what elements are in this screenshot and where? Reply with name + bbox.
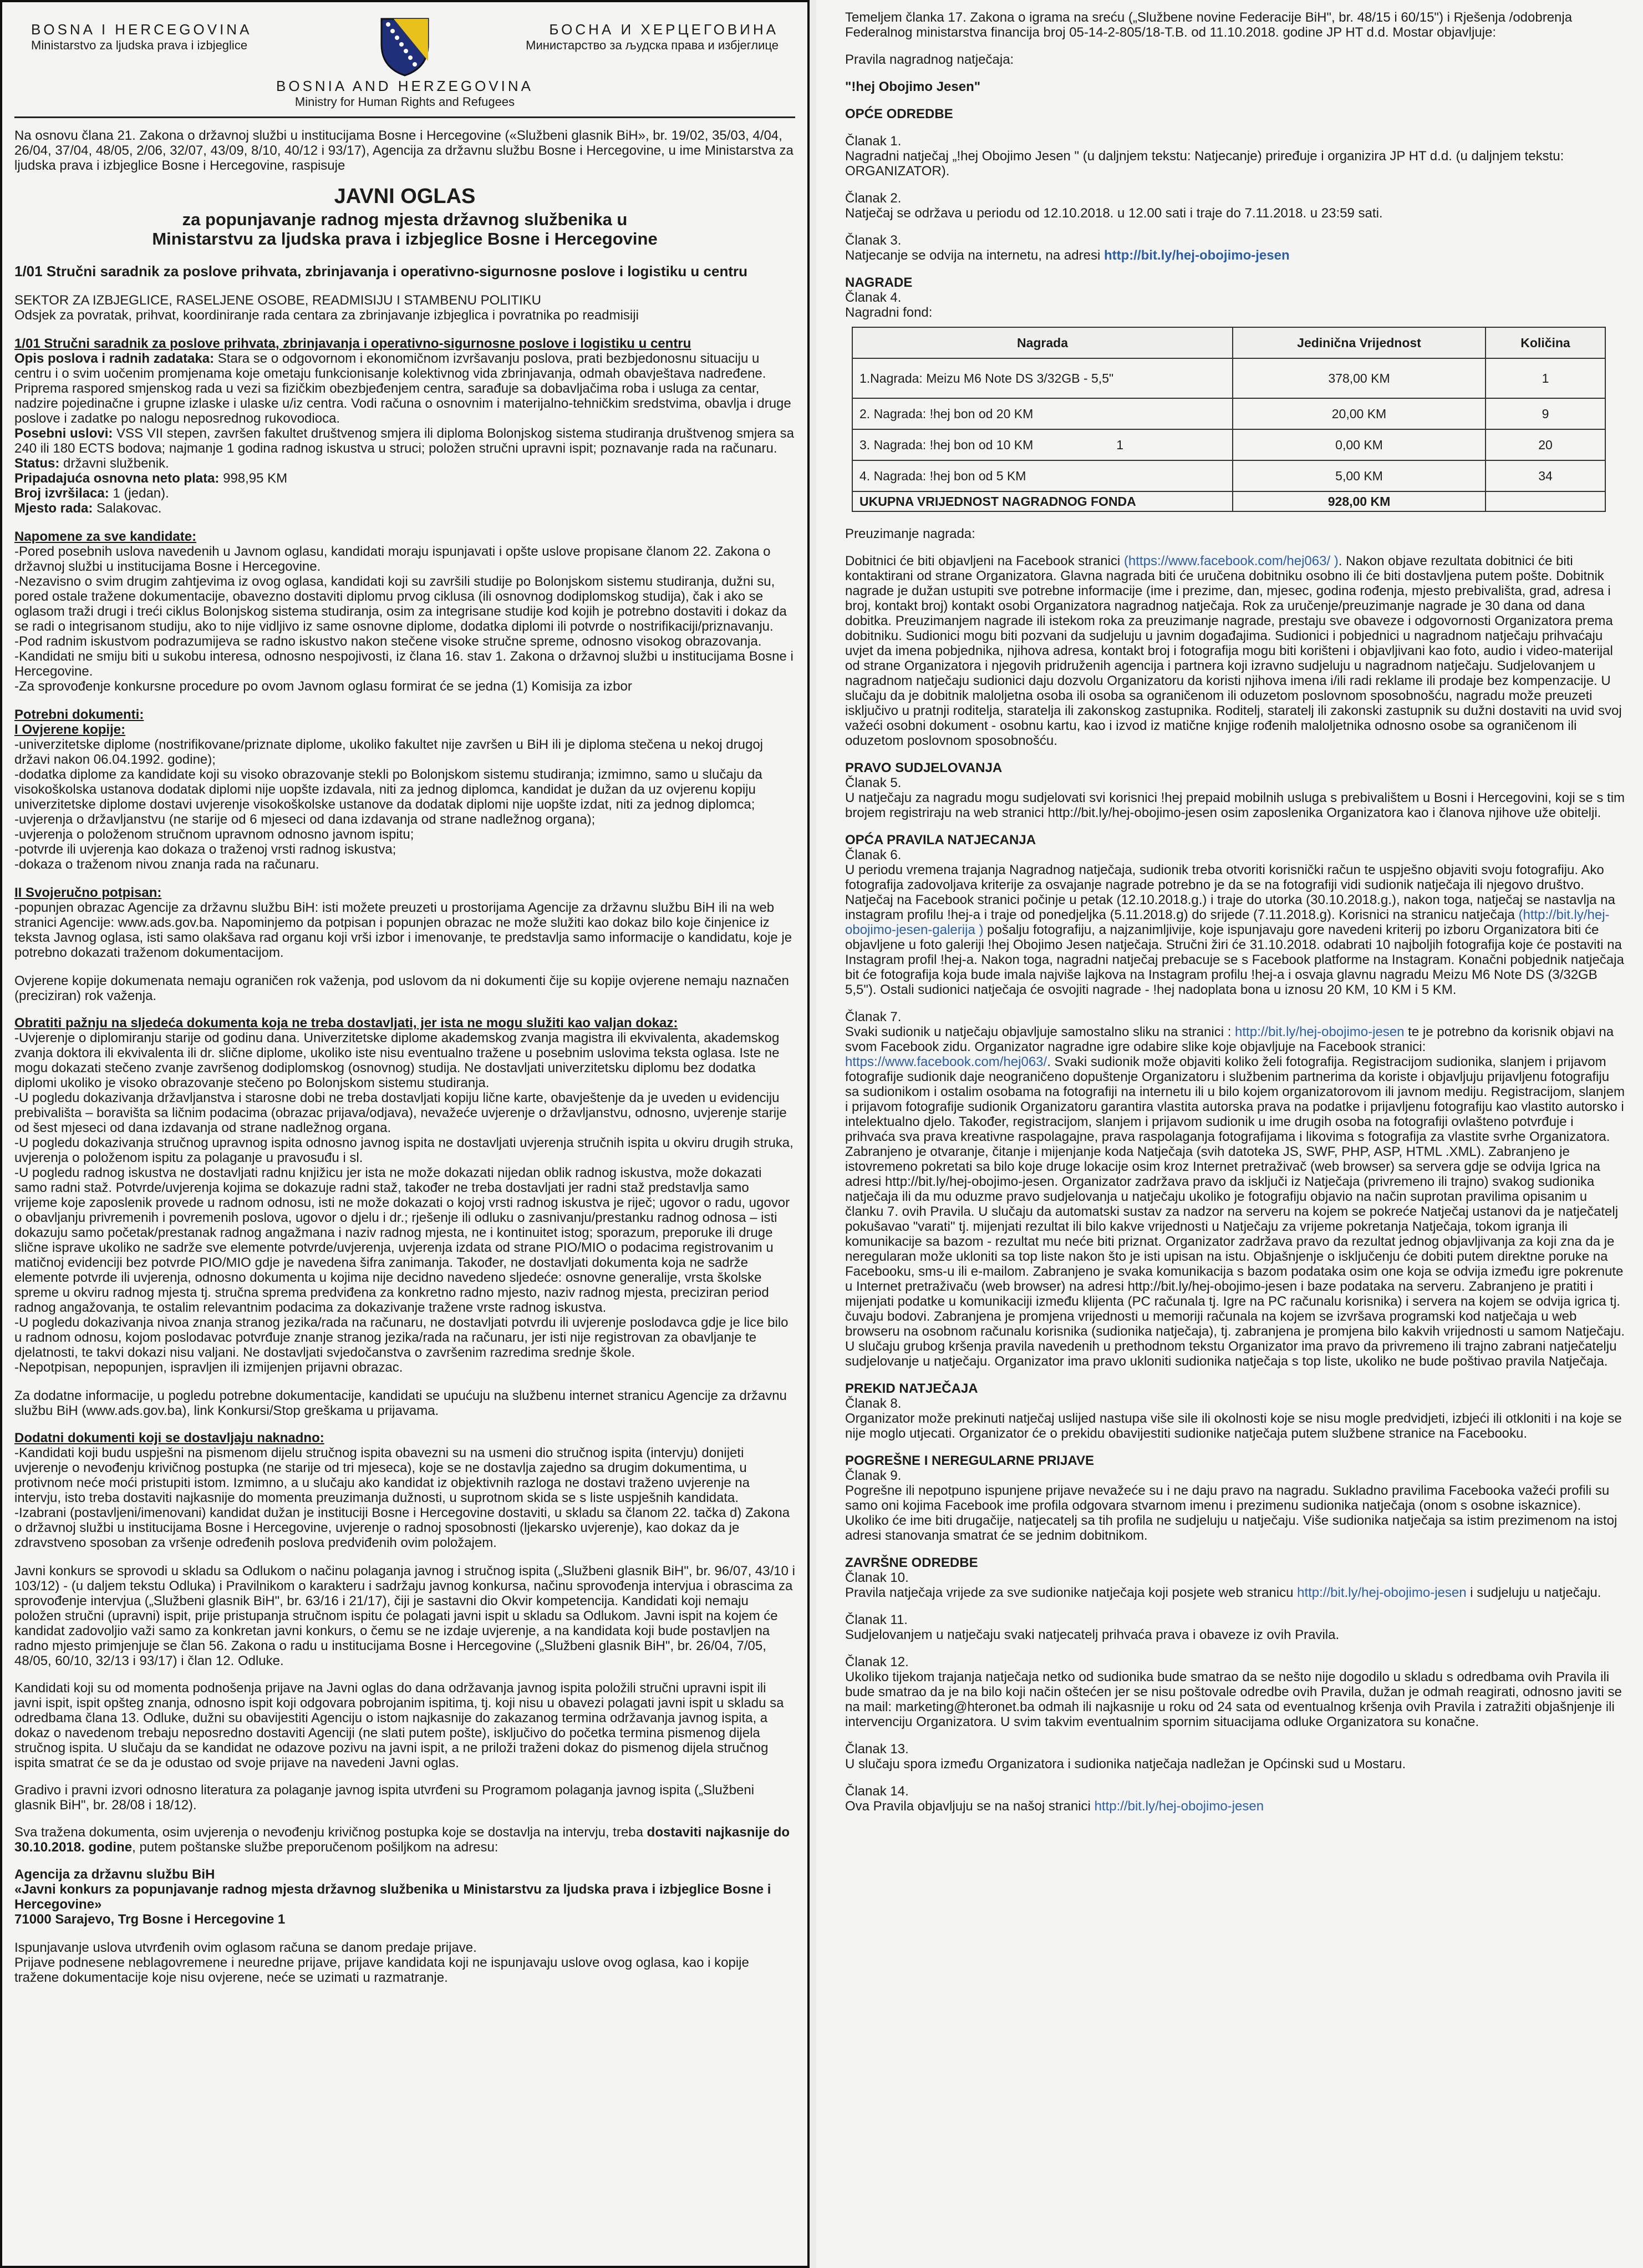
contest-name: "!hej Obojimo Jesen" — [845, 79, 981, 94]
position-heading: 1/01 Stručni saradnik za poslove prihvata, zbrinjavanja i operativno-sigurnosne poslove i logistiku u centru — [14, 263, 748, 280]
invalid-entries-section — [845, 1453, 1626, 1543]
invalid-document-item: -Uvjerenje o diplomiranju starije od godinu dana. Univerzitetske diplome akademskog zvanja magistra ili ekvivalenta, akademskog zvanja doktora ili ekvivalenta ili dr. slične diplome, ukoliko iste nisu eventualno tražene u posebnim uslovima teksta oglasa. Iste ne mogu dokazati stečeno zvanje završenog dodiplomskog (osnovnog) studija. Ne dostavljati univerzitetsku diplomu bez dodatka diplomi ukoliko je visoko obrazovanje stečeno po Bolonjskom sistemu studiranja. — [14, 1031, 780, 1090]
sector-name: SEKTOR ZA IZBJEGLICE, RASELJENE OSOBE, READMISIJU I STAMBENU POLITIKU — [14, 293, 541, 308]
salary-line — [14, 471, 795, 486]
later-documents-title: Dodatni dokumenti koji se dostavljaju naknadno: — [14, 1430, 324, 1445]
ministry-name-english: Ministry for Human Rights and Refugees — [294, 95, 515, 109]
exam-material-paragraph: Gradivo i pravni izvori odnosno literatura za polaganje javnog ispita utvrđeni su Programom polaganja javnog ispita („Službeni glasnik BiH", br. 28/08 i 18/12). — [14, 1783, 755, 1813]
job-description — [14, 351, 795, 426]
article-text: Sudjelovanjem u natječaju svaki natjecatelj prihvaća prava i obaveze iz ovih Pravila. — [845, 1627, 1340, 1642]
prize-name: 4. Nagrada: !hej bon od 5 KM — [852, 460, 1233, 491]
contest-rules-column — [816, 0, 1643, 2268]
job-description-label: Opis poslova i radnih zadataka: — [14, 351, 215, 366]
workplace-line — [14, 501, 795, 516]
prize-table-header — [852, 327, 1605, 358]
table-row — [852, 398, 1605, 429]
column-header: Jedinična Vrijednost — [1233, 327, 1486, 358]
article-label: Članak 6. — [845, 848, 902, 862]
article-label: Članak 11. — [845, 1612, 908, 1627]
invalid-document-item: -U pogledu dokazivanja stručnog upravnog ispita odnosno javnog ispita ne dostavljati uvjerenja stručnih ispita u okviru drugih struka, uvjerenja o položenom ispitu za polaganje u pravosuđu i sl. — [14, 1135, 793, 1165]
article-3 — [845, 233, 1626, 263]
certified-copies-title: I Ovjerene kopije: — [14, 722, 126, 737]
prize-collection-heading: Preuzimanje nagrada: — [845, 526, 975, 541]
candidates-exam-paragraph: Kandidati koji su od momenta podnošenja prijave na Javni oglas do dana održavanja javnog ispita položili stručni upravni ispit ili javni ispit, ispit opšteg znanja, odnosno ispit koji odgovara pobrojanim ispitima, tj. koji nisu u obavezi polagati javni ispit u skladu sa odredbama člana 13. Odluke, dužni su obavijestiti Agenciju o istom najkasnije do zakazanog termina održavanja javnog ispita, a dokaz o navedenom trebaju neposredno dostaviti Agenciji (ne slati putem pošte), isključivo do početka termina pismenog dijela stručnog ispita. U slučaju da se kandidat ne odazove pozivu na javni ispit, a ne priloži traženi dokaz do pismenog dijela stručnog ispita smatrat će se da je odustao od svoje prijave na navedeni Javni oglas. — [14, 1681, 784, 1770]
invalid-documents-title: Obratiti pažnju na sljedeća dokumenta koja ne treba dostavljati, jer ista ne mogu služiti kao valjan dokaz: — [14, 1016, 678, 1031]
contest-link[interactable]: http://bit.ly/hej-obojimo-jesen — [1103, 248, 1290, 263]
special-conditions — [14, 426, 795, 456]
signed-form-section — [14, 885, 795, 960]
signed-form-text: -popunjen obrazac Agencije za državnu službu BiH: isti možete preuzeti u prostorijama Agencije za državnu službu BiH ili na web stranici Agencije: www.ads.gov.ba. Napominjemo da potpisan i popunjen obrazac ne može služiti kao dokaz bilo koje činjenice iz teksta Javnog oglasa, isti samo olakšava rad organu koji vrši izbor i imenovanje, te predstavlja samo informacije o kandidatu, koje je potrebno dokazati traženom dokumentacijom. — [14, 900, 792, 960]
article-text: te je potrebno da korisnik objavi na svom Facebook zidu. Organizator nagradne igre odabire slike koje objavljuje na Facebook stranici: — [845, 1024, 1614, 1054]
rules-title: Pravila nagradnog natječaja: — [845, 52, 1014, 67]
article-label: Članak 8. — [845, 1396, 902, 1411]
workplace-label: Mjesto rada: — [14, 501, 93, 516]
facebook-link[interactable]: https://www.facebook.com/hej063/ — [845, 1054, 1047, 1069]
prize-total-row — [852, 491, 1605, 511]
prize-quantity: 20 — [1486, 429, 1605, 460]
notice-title: JAVNI OGLAS — [334, 185, 476, 208]
prize-value: 20,00 KM — [1233, 398, 1486, 429]
ministry-header-latin — [31, 21, 330, 53]
general-rules-heading: OPĆA PRAVILA NATJECANJA — [845, 833, 1036, 848]
column-header: Količina — [1486, 327, 1605, 358]
notice-subtitle — [14, 210, 795, 248]
prize-value: 378,00 KM — [1233, 358, 1486, 398]
note-item: -Pored posebnih uslova navedenih u Javnom oglasu, kandidati moraju ispunjavati i opšte uslove propisane članom 22. Zakona o državnoj službi u institucijama Bosne i Hercegovine. — [14, 544, 771, 574]
article-text: U natječaju za nagradu mogu sudjelovati svi korisnici !hej prepaid mobilnih usluga s prebivalištem u Bosni i Hercegovini, koji se s tim brojem registriraju na web stranici http://bit.ly/hej-obojimo-jesen osim zaposlenika Organizatora kao i članova njihove uže obitelji. — [845, 790, 1625, 820]
note-item: -Kandidati ne smiju biti u sukobu interesa, odnosno nespojivosti, iz člana 16. stav 1. Zakona o državnoj službi u institucijama Bosne i Hercegovine. — [14, 649, 793, 679]
contest-link[interactable]: http://bit.ly/hej-obojimo-jesen — [1235, 1024, 1405, 1039]
document-item: -uvjerenja o položenom stručnom upravnom odnosno javnom ispitu; — [14, 827, 414, 842]
participation-section — [845, 760, 1626, 820]
deadline-date: dostaviti najkasnije do 30.10.2018. godine — [14, 1825, 790, 1855]
document-item: -uvjerenja o državljanstvu (ne starije od 6 mjeseci od dana izdavanja od strane nadležnog organa); — [14, 812, 596, 827]
article-text: Ukoliko tijekom trajanja natječaja netko od sudionika bude smatrao da se nešto nije dogodilo u skladu s odredbama ovih Pravila ili bude smatrao da je na bilo koji način oštećen jer se nisu poštovale odredbe ovih Pravila, dužan je odmah reagirati, odnosno javiti se na mail: marketing@hteronet.ba odmah ili najkasnije u roku od 24 sata od eventualnog kršenja ovih Pravila i zatražiti objašnjenje ili intervenciju Organizatora. U svim takvim eventualnim spornim situacijama odluke Organizatora su konačne. — [845, 1670, 1622, 1729]
special-conditions-text: VSS VII stepen, završen fakultet društvenog smjera ili diploma Bolonjskog sistema studiranja društvenog smjera sa 240 ili 180 ECTS bodova; najmanje 1 godina radnog iskustva u struci; položen stručni upravni ispit; poznavanje rada na računaru. — [14, 426, 794, 456]
note-item: -Nezavisno o svim drugim zahtjevima iz ovog oglasa, kandidati koji su završili studije po Bolonjskom sistemu studiranja, dužni su, pored ostale tražene dokumentacije, obavezno dostaviti diplomu prvog ciklusa (ili osnovnog dodiplomskog studija), čak i ako se oglasom traži drugi i treći ciklus Bolonjskog sistema studiranja, osim za integrisane studije kod kojih je potrebno dostaviti i dokaz da se radi o integrisanom studiju, ako to nije vidljivo iz same osnovne diplome, dodatka diplomi ili potvrde o nostrifikaciji/priznavanju. — [14, 574, 787, 634]
article-text: Organizator može prekinuti natječaj uslijed nastupa više sile ili okolnosti koje se nisu mogle predvidjeti, izbjeći ili otkloniti i na koje se nije moglo utjecati. Organizator će o prekidu obavijestiti sudionike natječaja putem službene stranice na Facebooku. — [845, 1411, 1622, 1441]
article-label: Članak 1. — [845, 134, 902, 149]
notice-intro: Na osnovu člana 21. Zakona o državnoj službi u institucijama Bosne i Hercegovine («Službeni glasnik BiH», br. 19/02, 35/03, 4/04, 26/04, 37/04, 48/05, 2/06, 32/07, 43/09, 8/10, 40/12 i 93/17), Agencija za državnu službu Bosne i Hercegovine, u ime Ministarstva za ljudska prava i izbjeglice Bosne i Hercegovine, raspisuje — [14, 128, 793, 173]
article-label: Članak 14. — [845, 1784, 909, 1799]
termination-section — [845, 1381, 1626, 1441]
prize-collection-paragraph — [845, 554, 1626, 748]
termination-heading: PREKID NATJEČAJA — [845, 1381, 978, 1396]
article-text: U periodu vremena trajanja Nagradnog natječaja, sudionik treba otvoriti korisnički račun te uspješno objaviti svoju fotografiju. Ako fotografija zadovoljava kriterije za osvajanje nagrade potrebno je da se na fotografiji vidi sudionik natječaja ili njegovo društvo. Natječaj na Facebook stranici počinje u petak (12.10.2018.g.) i traje do utorka (30.10.2018.g.), nakon toga, natječaj se nastavlja na instagram profilu !hej-a i traje od ponedjeljka (5.11.2018.g) do srijede (7.11.2018.g). Korisnici na stranicu natječaja — [845, 862, 1615, 922]
prize-quantity: 1 — [1486, 358, 1605, 398]
final-note-2: Prijave podnesene neblagovremene i neuredne prijave, prijave kandidata koji ne ispunjavaju uslove ovog oglasa, kao i kopije tražene dokumentacije koje nisu ovjerene, neće se uzimati u razmatranje. — [14, 1955, 749, 1985]
required-documents-title: Potrebni dokumenti: — [14, 707, 144, 722]
notes-section — [14, 529, 795, 694]
total-label: UKUPNA VRIJEDNOST NAGRADNOG FONDA — [852, 491, 1233, 511]
status-value: državni službenik. — [63, 456, 169, 471]
ministry-name-cyrillic: Министарство за људска права и избјеглице — [526, 38, 779, 52]
deadline-text-after: , putem poštanske službe preporučenom pošiljkom na adresu: — [132, 1840, 499, 1855]
prizes-section — [845, 275, 1626, 320]
invalid-document-item: -U pogledu radnog iskustva ne dostavljati radnu knjižicu jer ista ne može dokazati nijedan oblik radnog iskustva, može dokazati samo radni staž. Potvrde/uvjerenja kojima se dokazuje radni staž, također ne treba dostavljati jer radni staž predstavlja samo vrijeme koje zaposlenik provede u radnom odnosu, isti ne može dokazati o kojoj vrsti radnog iskustva je riječ; ugovor o radu, ugovor o obavljanju privremenih i povremenih poslova, ugovor o djelu i dr.; rješenje ili odluku o zasnivanju/prestanku radnog odnosa – isti dokazuju samo početak/prestanak radnog angažmana i naziv radnog mjesta, ne i kontinuitet istog; sporazum, preporuke ili druge slične isprave ukoliko ne sadrže sve elemente potvrde/uvjerenja, uvjerenja izdata od strane PIO/MIO o podacima registrovanim u matičnoj evidenciji bez potvrde PIO/MIO gdje je navedena šifra zanimanja. Također, ne dostavljati dokumenta koja ne sadrže elemente potvrde ili uvjerenja, odnosno dokumenta u kojima nije decidno navedeno sljedeće: osnovne generalije, vrsta školske spreme u okviru radnog mjesta tj. stručna sprema predviđena za konkretno radno mjesto, naziv radnog mjesta, preciziran period radnog angažovanja, te ostalim relevantnim podacima za dokazivanje tražene vrste radnog iskustva. — [14, 1165, 790, 1315]
contest-link[interactable]: http://bit.ly/hej-obojimo-jesen — [1297, 1585, 1467, 1600]
deadline-paragraph — [14, 1825, 795, 1855]
position-details — [14, 336, 795, 516]
public-notice-column — [0, 0, 810, 2268]
later-document-item: -Kandidati koji budu uspješni na pismenom dijelu stručnog ispita obavezni su na usmeni dio stručnog ispita (intervju) donijeti uvjerenje o nevođenju krivičnog postupka (ne starije od tri mjeseca), koje se ne dostavlja zajedno sa drugim dokumentima, u protivnom neće moći pristupiti istom. Izmimno, a u slučaju ako kandidat iz objektivnih razloga ne dostavi traženo uvjerenje na intervju, isto treba dostaviti najkasnije do momenta preuzimanja dužnosti, u suprotnom skida se s liste uspješnih kandidata. — [14, 1445, 750, 1505]
article-text: . Svaki sudionik može objaviti koliko želi fotografija. Registracijom sudionika, slanjem i prijavom fotografije sudionik daje neograničeno dopuštenje Organizatoru i službenim partnerima da koriste i objavljuju prijavljenu fotografiju sa sudionikom i ostalim osobama na fotografiji na internetu ili u bilo kojem organizatorovom ili javnom mediju. Registracijom, slanjem i prijavom fotografije sudionik Organizatoru garantira vlastita autorska prava na podatke i prijavljenu fotografiju kao vlastito autorsko i intelektualno djelo. Također, registracijom, slanjem i prijavom sudionik u ime drugih osoba na fotografiji ovlašteno potvrđuje i prihvaća sva prava kreativne raspolagajne, prava raspolaganja fotografijama i likovima s fotografija za vlastite svrhe Organizatora. Zabranjeno je otvaranje, čitanje i mijenjanje koda Natječaja (svih datoteka JS, SWF, PHP, ASP, HTML .XML). Zabranjeno je istovremeno pokretati sa bilo koje druge lokacije osim kroz Internet pretraživač (web browser) sa servera gdje se odvija Igrica na adresi http://bit.ly/hej-obojimo-jesen. Organizator zadržava pravo da isključi iz Natječaja (privremeno ili trajno) svakog sudionika natječaja ili da mu oduzme pravo sudjelovanja u natječaju ukoliko je fotografiju objavio na način suprotan pravilima opisanim u članku 7. ovih Pravila. U slučaju da automatski sustav za nadzor na serveru na kojem se pokreće Natječaj ustanovi da je natječatelj pokušavao "varati" tj. mijenjati rezultat ili bilo kakve vrijednosti u Natječaju za vrijeme pokretanja Natječaja, tokom igranja ili komunikacije sa bazom - rezultat mu neće biti priznat. Organizator zadržava pravo da rezultat jednog objavljivanja za koji zna da je neregularan može ukloniti sa top liste nakon što je isti upisan na istu. Objašnjenje o isključenju će dobiti putem direktne poruke na Facebooku, sms-u ili e-mailom. Zabranjeno je svaka komunikacija s bazom podataka osim one koja se odvija između igre pokrenute u Internet pretraživaču (web browser) na adresi http://bit.ly/hej-obojimo-jesen i baze podataka na serveru. Zabranjeno je pratiti i mijenjati podatke u komunikaciji između klijenta (PC računala tj. Igre na PC računalu korisnika) i servera na kojem se odvija igrica tj. čuvaju bodovi. Zabranjena je promjena vrijednosti u memoriji računala na kojem se izvršava programski kod natječaja u web browseru na osobnom računalu korisnika (sudionika natječaja), tj. zabranjena je promjena bilo kakvih vrijednosti u samom Natječaju. U slučaju grubog kršenja pravila navedenih u prethodnom tekstu Organizator ima pravo da privremeno ili trajno zabrani natječatelju sudjelovanje u natječaju. Organizator ima pravo ukloniti sudionika natječaja s top liste, ukoliko ne bude poštivao pravila Natječaja. — [845, 1054, 1625, 1369]
prize-name: 1.Nagrada: Meizu M6 Note DS 3/32GB - 5,5" — [852, 358, 1233, 398]
rules-intro: Temeljem članka 17. Zakona o igrama na sreću („Službene novine Federacije BiH", br. 48/15 i 60/15") i Rješenja /odobrenja Federalnog ministarstva financija broj 05-14-2-805/18-T.B. od 11.10.2018. godine JP HT d.d. Mostar objavljuje: — [845, 10, 1573, 40]
final-provisions-heading: ZAVRŠNE ODREDBE — [845, 1555, 978, 1570]
invalid-document-item: -U pogledu dokazivanja nivoa znanja stranog jezika/rada na računaru, ne dostavljati potvrdu ili uvjerenje poslodavca gdje je lice bilo u radnom odnosu, kojom poslodavac potvrđuje znanje stranog jezika/rada na računaru, jer isti nije registrovan za obavljanje te djelatnosti, te takvi dokazi nisu valjani. Ne dostavljati svjedočanstva o završenim razredima srednje škole. — [14, 1315, 789, 1360]
document-item: -univerzitetske diplome (nostrifikovane/priznate diplome, ukoliko fakultet nije završen u BiH ili je diploma stečena u nekoj drugoj državi nakon 06.04.1992. godine); — [14, 737, 764, 767]
table-row — [852, 358, 1605, 398]
article-text: Ova Pravila objavljuju se na našoj stranici — [845, 1799, 1095, 1814]
position-title-repeat: 1/01 Stručni saradnik za poslove prihvata, zbrinjavanja i operativno-sigurnosne poslove i logistiku u centru — [14, 336, 691, 351]
article-12 — [845, 1655, 1626, 1729]
salary-label: Pripadajuća osnovna neto plata: — [14, 471, 220, 486]
table-row — [852, 429, 1605, 460]
paragraph-text: Dobitnici će biti objavljeni na Facebook stranici — [845, 554, 1124, 569]
later-document-item: -Izabrani (postavljeni/imenovani) kandidat dužan je instituciji Bosne i Hercegovine dostaviti, u skladu sa članom 22. tačka d) Zakona o državnoj službi u institucijama Bosne i Hercegovine, uvjerenje o radnoj sposobnosti (ljekarsko uvjerenje), kao dokaz da je zdravstveno sposoban za vršenje određenih poslova predviđenih ovim položajem. — [14, 1505, 790, 1550]
note-item: -Pod radnim iskustvom podrazumijeva se radno iskustvo nakon stečene visoke stručne spreme, odnosno visokog obrazovanja. — [14, 634, 762, 649]
article-2 — [845, 191, 1626, 221]
signed-form-title: II Svojeručno potpisan: — [14, 885, 162, 900]
status-line — [14, 456, 795, 471]
column-header: Nagrada — [852, 327, 1233, 358]
address-subject: «Javni konkurs za popunjavanje radnog mjesta državnog službenika u Ministarstvu za ljudska prava i izbjeglice Bosne i Hercegovine» — [14, 1882, 771, 1912]
competition-procedure-paragraph: Javni konkurs se sprovodi u skladu sa Odlukom o načinu polaganja javnog i stručnog ispita („Službeni glasnik BiH", br. 96/07, 43/10 i 103/12) - (u daljem tekstu Odluka) i Pravilnikom o karakteru i sadržaju javnog konkursa, načinu sprovođenja intervjua i obrascima za sprovođenje intervjua („Službeni glasnik BiH", br. 63/16 i 21/17), čiji je sastavni dio Okvir kompetencija. Kandidati koji nemaju položen stručni (upravni) ispit, prije pristupanja stručnom ispitu će polagati javni ispit u skladu sa Odlukom. Javni ispit na kojem će kandidat zadovoljio važi samo za konkretan javni konkurs, o čemu se ne izdaje uvjerenje, a na kandidata koji bude postavljen na radno mjesto primjenjuje se član 56. Zakona o radu u institucijama Bosne i Hercegovine („Službeni glasnik BiH", br. 26/04, 7/05, 48/05, 60/10, 32/13 i 93/17) i član 12. Odluke. — [14, 1564, 795, 1668]
article-label: Članak 7. — [845, 1009, 902, 1024]
paragraph-text: . Nakon objave rezultata dobitnici će biti kontaktirani od strane Organizatora. Glavna nagrada biti će uručena dobitniku osobno ili će biti dostavljena putem pošte. Dobitnik nagrade je dužan ustupiti sve potrebne informacije (ime i prezime, dan, mjesec, godina rođenja, mjesto prebivališta, grad, adresa i broj, kontakt broj) kontakt osobi Organizatora nagradnog natječaja. Rok za uručenje/preuzimanje nagrade je 30 dana od dana dobitka. Preuzimanjem nagrade ili istekom roka za preuzimanje nagrade, prestaju sve obaveze i odgovornosti Organizatora prema dobitniku. Sudionici mogu biti pozvani da sudjeluju u javnim događajima. Sudionici i pobjednici u nagradnom natječaju prihvaćaju uvjet da imena pobjednika, njihova adresa, kontakt broj i fotografija mogu biti korišteni i objavljivani kao foto, audio i video-materijal od strane Organizatora i njegovih pridruženih agencija i partnera koji izravno sudjeluju u nagradnom natječaju. Sudjelovanjem u nagradnom natječaju sudionici daju dozvolu Organizatoru da koristi njihova imena i/ili radi reklame ili prodaje bez kompenzacije. U slučaju da je dobitnik maloljetna osoba ili osoba sa ograničenom ili oduzetom poslovnom sposobnošću, nagradu može preuzeti isključivo u pratnji roditelja, staratelja ili zakonskog zastupnika. Roditelj, staratelj ili zakonski zastupnik su dužni dostaviti na uvid svoj važeći osobni dokument - osobnu kartu, kao i izvod iz matične knjige rođenih maloljetnika odnosno osobe sa ograničenom ili oduzetom poslovnom sposobnošću. — [845, 554, 1622, 748]
invalid-entries-heading: POGREŠNE I NEREGULARNE PRIJAVE — [845, 1453, 1094, 1468]
notice-subtitle-line-2: Ministarstvu za ljudska prava i izbjeglice Bosne i Hercegovine — [152, 229, 658, 248]
country-name-latin: BOSNA I HERCEGOVINA — [31, 21, 252, 38]
article-14 — [845, 1784, 1626, 1814]
article-7 — [845, 1009, 1626, 1369]
article-11 — [845, 1612, 1626, 1642]
address-agency: Agencija za državnu službu BiH — [14, 1867, 215, 1882]
document-item: -dokaza o traženom nivou znanja rada na računaru. — [14, 857, 319, 872]
ministry-name-latin: Ministarstvo za ljudska prava i izbjeglice — [31, 38, 248, 52]
prize-value: 0,00 KM — [1233, 429, 1486, 460]
article-label: Članak 9. — [845, 1468, 902, 1483]
table-row — [852, 460, 1605, 491]
article-text: Pogrešne ili nepotpuno ispunjene prijave nevažeće su i ne daju pravo na nagradu. Sukladno pravilima Facebooka važeći profili su samo oni kojima Facebook ime profila odgovara stvarnom imenu i prezimenu sudionika natječaja (onom s osobne iskaznice). Ukoliko će ime biti drugačije, natjecatelj sa tih profila ne sudjeluju u natječaju. Više sudionika natječaja sa istim prezimenom na istoj adresi stanovanja smatrat će se jednim dobitnikom. — [845, 1483, 1617, 1543]
article-text: Natjecanje se odvija na internetu, na adresi — [845, 248, 1104, 263]
prize-fund-label: Nagradni fond: — [845, 305, 933, 320]
special-conditions-label: Posebni uslovi: — [14, 426, 113, 441]
participation-heading: PRAVO SUDJELOVANJA — [845, 760, 1003, 775]
positions-count-label: Broj izvršilaca: — [14, 486, 109, 501]
workplace-value: Salakovac. — [96, 501, 162, 516]
article-13 — [845, 1742, 1626, 1772]
article-text: Natječaj se održava u periodu od 12.10.2018. u 12.00 sati i traje do 7.11.2018. u 23:59 sati. — [845, 206, 1383, 221]
prize-table — [852, 327, 1606, 512]
salary-value: 998,95 KM — [223, 471, 288, 486]
status-label: Status: — [14, 456, 60, 471]
contest-link[interactable]: http://bit.ly/hej-obojimo-jesen — [1094, 1799, 1264, 1814]
article-label: Članak 4. — [845, 290, 902, 305]
positions-count-line — [14, 486, 795, 501]
mailing-address — [14, 1867, 795, 1927]
total-value: 928,00 KM — [1233, 491, 1486, 511]
certified-copies-note: Ovjerene kopije dokumenata nemaju ograničen rok važenja, pod uslovom da ni dokumenti čije su kopije ovjerene nemaju naznačen (preciziran) rok važenja. — [14, 973, 789, 1003]
general-provisions-heading: OPĆE ODREDBE — [845, 106, 953, 121]
article-text: i sudjeluju u natječaju. — [1466, 1585, 1601, 1600]
article-text: pošalju fotografiju, a najzanimljivije, koje ispunjavaju gore navedeni kriterij po izboru Organizatora biti će objavljene u foto galeriji !hej Obojimo Jesen natječaja. Stručni žiri će 31.10.2018. odabrati 10 najboljih fotografija koje će postaviti na Instagram profil !hej-a. Nakon toga, nagradni natječaj prebacuje se s Facebook platforme na Instagram. Konačni pobjednik natječaja bit će fotografija koja bude imala najviše lajkova na Instagram profilu !hej-a i osvaja glavnu nagradu Meizu M6 Note DS (3/32GB 5,5"). Ostali sudionici natječaja će osvojiti nagrade - !hej nadoplata bona u iznosu 20 KM, 10 KM i 5 KM. — [845, 922, 1624, 997]
document-item: -dodatka diplome za kandidate koji su visoko obrazovanje stekli po Bolonjskom sistemu studiranja; izmimno, samo u slučaju da visokoškolska ustanova dodatak diplomi nije uopšte izdavala, niti za jednog diplomca, kandidat je dužan da uz ovjerenu kopiju univerzitetske diplome dostavi uvjerenje visokoškolske ustanove da dodatak diplomi nije uopšte izdat, niti za jednog diplomca; — [14, 767, 762, 812]
article-label: Članak 2. — [845, 191, 902, 206]
article-text: Pravila natječaja vrijede za sve sudionike natječaja koji posjete web stranicu — [845, 1585, 1298, 1600]
ministry-header-cyrillic — [479, 21, 779, 53]
prize-value: 5,00 KM — [1233, 460, 1486, 491]
document-item: -potvrde ili uvjerenja kao dokaza o traženoj vrsti radnog iskustva; — [14, 842, 396, 857]
article-1 — [845, 134, 1626, 179]
article-label: Članak 5. — [845, 775, 902, 790]
prize-name-cell — [852, 429, 1233, 460]
ministry-header-english — [238, 78, 571, 109]
final-provisions-section — [845, 1555, 1626, 1600]
country-name-cyrillic: БОСНА И ХЕРЦЕГОВИНА — [549, 21, 779, 38]
facebook-link[interactable]: (https://www.facebook.com/hej063/ ) — [1123, 554, 1339, 569]
notice-subtitle-line-1: za popunjavanje radnog mjesta državnog službenika u — [182, 210, 628, 229]
positions-count-value: 1 (jedan). — [113, 486, 169, 501]
general-rules-section — [845, 833, 1626, 997]
article-label: Članak 12. — [845, 1655, 909, 1670]
invalid-documents-section — [14, 1016, 795, 1375]
prizes-heading: NAGRADE — [845, 275, 913, 290]
deadline-text-before: Sva tražena dokumenta, osim uvjerenja o nevođenju krivičnog postupka koje se dostavlja na intervju, treba — [14, 1825, 647, 1840]
article-text: U slučaju spora između Organizatora i sudionika natječaja nadležan je Općinski sud u Mostaru. — [845, 1757, 1406, 1772]
country-name-english: BOSNIA AND HERZEGOVINA — [276, 78, 533, 94]
coat-of-arms-icon — [374, 17, 435, 78]
stray-mark: 1 — [1116, 437, 1124, 452]
article-label: Članak 13. — [845, 1742, 909, 1757]
prize-name: 3. Nagrada: !hej bon od 10 KM — [859, 437, 1034, 452]
prize-quantity: 34 — [1486, 460, 1605, 491]
notes-title: Napomene za sve kandidate: — [14, 529, 197, 544]
sector-block — [14, 293, 795, 323]
required-documents-section — [14, 707, 795, 872]
gallery-link[interactable]: (http://bit.ly/hej-obojimo-jesen-galerija ) — [845, 907, 1610, 937]
prize-quantity: 9 — [1486, 398, 1605, 429]
invalid-document-item: -Nepotpisan, nepopunjen, ispravljen ili izmijenjen prijavni obrazac. — [14, 1360, 403, 1375]
ministry-header — [14, 16, 795, 118]
article-text: Svaki sudionik u natječaju objavljuje samostalno sliku na stranici : — [845, 1024, 1235, 1039]
total-empty-cell — [1486, 491, 1605, 511]
address-street: 71000 Sarajevo, Trg Bosne i Hercegovine 1 — [14, 1912, 286, 1927]
department-name: Odsjek za povratak, prihvat, koordiniranje rada centara za zbrinjavanje izbjeglica i povratnika po readmisiji — [14, 308, 639, 323]
final-note-1: Ispunjavanje uslova utvrđenih ovim oglasom računa se danom predaje prijave. — [14, 1940, 477, 1955]
job-description-text: Stara se o odgovornom i ekonomičnom izvršavanju poslova, prati bezbjedonosnu situaciju u centru i o svim uočenim promjenama koje ometaju funkcionisanje kolektivnog vida zbrinjavanja, odmah obavještava nadređene. Priprema raspored smjenskog rada u vezi sa fizičkim obezbjeđenjem centra, sarađuje sa dobavljačima roba i usluga za centar, nadzire pojedinačne i grupne izlaske i ulaske u/iz centra. Vodi računa o osnovnim i materijalno-tehničkim sredstvima, obavlja i druge poslove i zadatke po nalogu neposrednog rukovodioca. — [14, 351, 791, 426]
later-documents-section — [14, 1430, 795, 1550]
article-label: Članak 3. — [845, 233, 902, 248]
invalid-document-item: -U pogledu dokazivanja državljanstva i starosne dobi ne treba dostavljati kopiju lične karte, obavještenje da je uveden u evidenciju prebivališta – boravišta sa ličnim podacima (obrazac prijava/odjava), nevažeće uvjerenje o državljanstvu, odnosno, uvjerenje starije od šest mjeseci od dana izdavanja od strane nadležnog organa. — [14, 1090, 787, 1135]
article-text: Nagradni natječaj „!hej Obojimo Jesen " (u daljnjem tekstu: Natjecanje) priređuje i organizira JP HT d.d. (u daljnjem tekstu: ORGANIZATOR). — [845, 149, 1564, 179]
additional-info-paragraph: Za dodatne informacije, u pogledu potrebne dokumentacije, kandidati se upućuju na službenu internet stranicu Agencije za državnu službu BiH (www.ads.gov.ba), link Konkursi/Stop greškama u prijavama. — [14, 1388, 787, 1418]
prize-name: 2. Nagrada: !hej bon od 20 KM — [852, 398, 1233, 429]
article-label: Članak 10. — [845, 1570, 909, 1585]
note-item: -Za sprovođenje konkursne procedure po ovom Javnom oglasu formirat će se jedna (1) Komisija za izbor — [14, 679, 632, 694]
